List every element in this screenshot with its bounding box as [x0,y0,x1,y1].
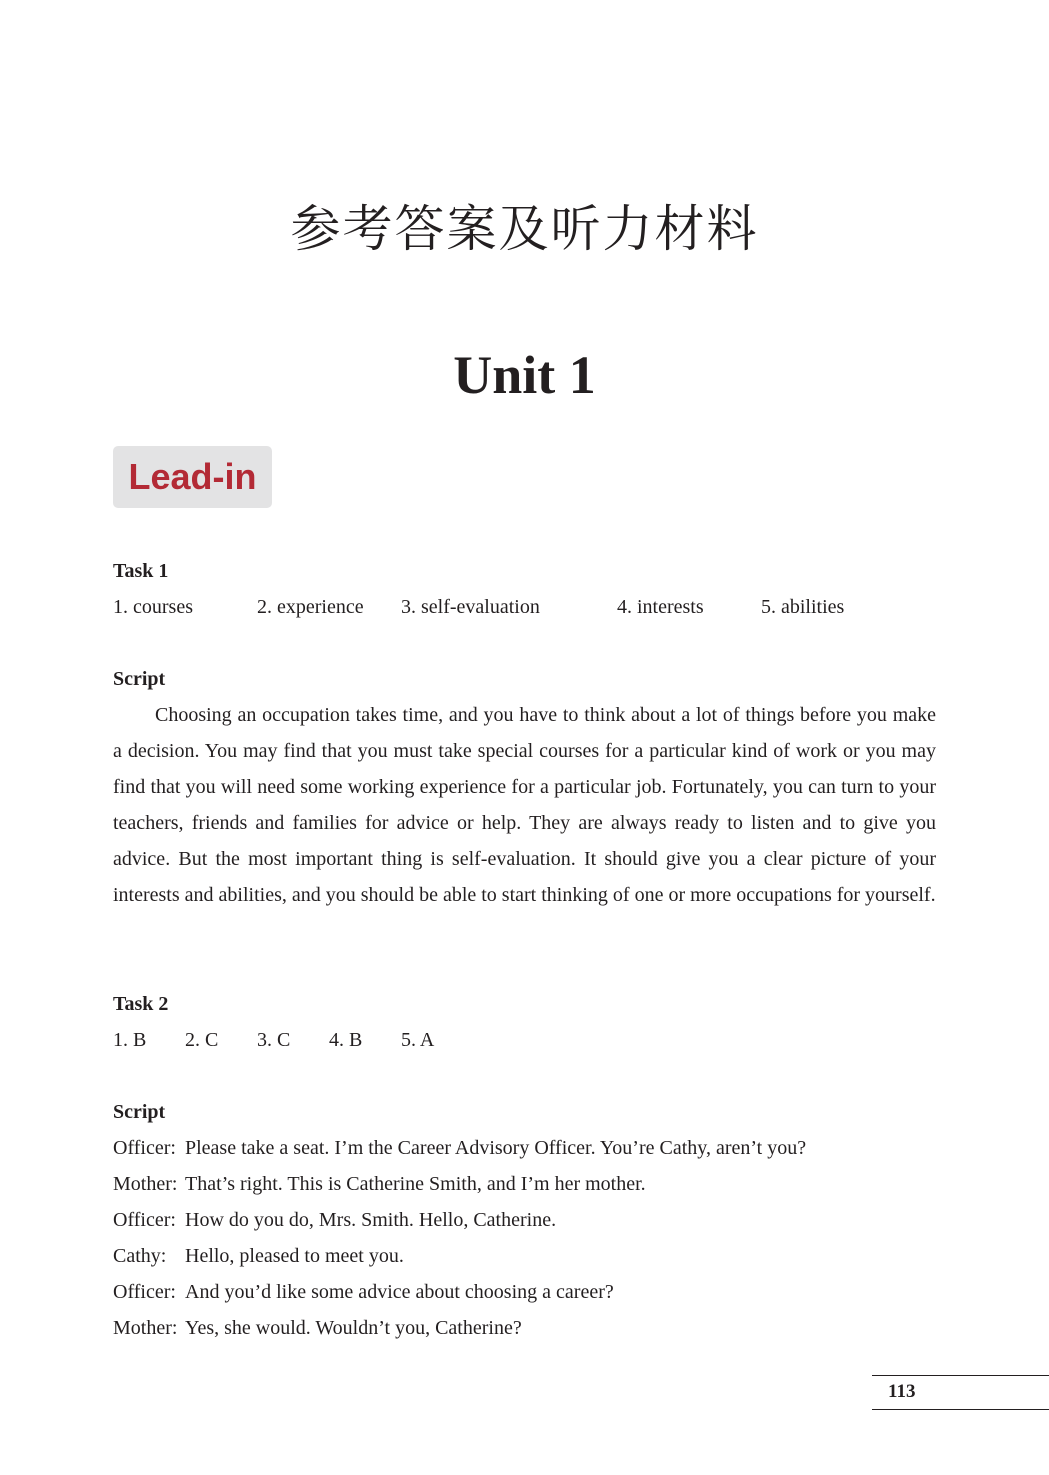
dialogue-speaker: Mother: [113,1173,178,1195]
task1-answer-1: 1. courses [113,596,193,618]
task2-answer-3: 3. C [257,1029,291,1051]
script2-dialogue [113,1130,943,1346]
dialogue-speaker: Officer: [113,1281,176,1303]
task1-answer-4: 4. interests [617,596,704,618]
dialogue-speaker: Officer: [113,1137,176,1159]
dialogue-text: Please take a seat. I’m the Career Advisory Officer. You’re Cathy, aren’t you? [185,1137,807,1159]
script1-heading: Script [113,668,166,690]
dialogue-line [113,1310,943,1346]
dialogue-speaker: Cathy: [113,1245,167,1267]
footer-rule-bottom [872,1409,1049,1410]
task2-answer-4: 4. B [329,1029,363,1051]
page-number: 113 [888,1381,916,1402]
script1-paragraph: Choosing an occupation takes time, and you have to think about a lot of things before you make a decision. You may find that you must take special courses for a particular kind of work or you may find that you will need some working experience for a particular job. Fortunately, you can turn to your teachers, friends and families for advice or help. They are always ready to listen and to give you advice. But the most important thing is self-evaluation. It should give you a clear picture of your interests and abilities, and you should be able to start thinking of one or more occupations for yourself. [113,704,936,906]
task2-answers [113,1027,943,1053]
task1-heading: Task 1 [113,560,169,582]
dialogue-text: Yes, she would. Wouldn’t you, Catherine? [185,1317,522,1339]
section-label: Lead-in [128,456,257,497]
dialogue-text: That’s right. This is Catherine Smith, and I’m her mother. [185,1173,646,1195]
unit-title: Unit 1 [453,345,596,405]
task1-answers [113,594,943,620]
dialogue-line [113,1202,943,1238]
task1-answer-3: 3. self-evaluation [401,596,540,618]
section-badge [113,446,272,508]
dialogue-text: How do you do, Mrs. Smith. Hello, Catherine. [185,1209,557,1231]
task2-answer-2: 2. C [185,1029,219,1051]
dialogue-line [113,1130,943,1166]
dialogue-speaker: Mother: [113,1317,178,1339]
task1-answer-5: 5. abilities [761,596,845,618]
task2-heading: Task 2 [113,993,169,1015]
dialogue-line [113,1274,943,1310]
footer-rule-top [872,1375,1049,1376]
task1-answer-2: 2. experience [257,596,364,618]
script2-heading: Script [113,1101,166,1123]
dialogue-text: And you’d like some advice about choosing a career? [185,1281,614,1303]
page-title: 参考答案及听力材料 [290,200,759,258]
dialogue-text: Hello, pleased to meet you. [185,1245,404,1267]
task2-answer-5: 5. A [401,1029,435,1051]
dialogue-line [113,1166,943,1202]
dialogue-line [113,1238,943,1274]
task2-answer-1: 1. B [113,1029,147,1051]
dialogue-speaker: Officer: [113,1209,176,1231]
